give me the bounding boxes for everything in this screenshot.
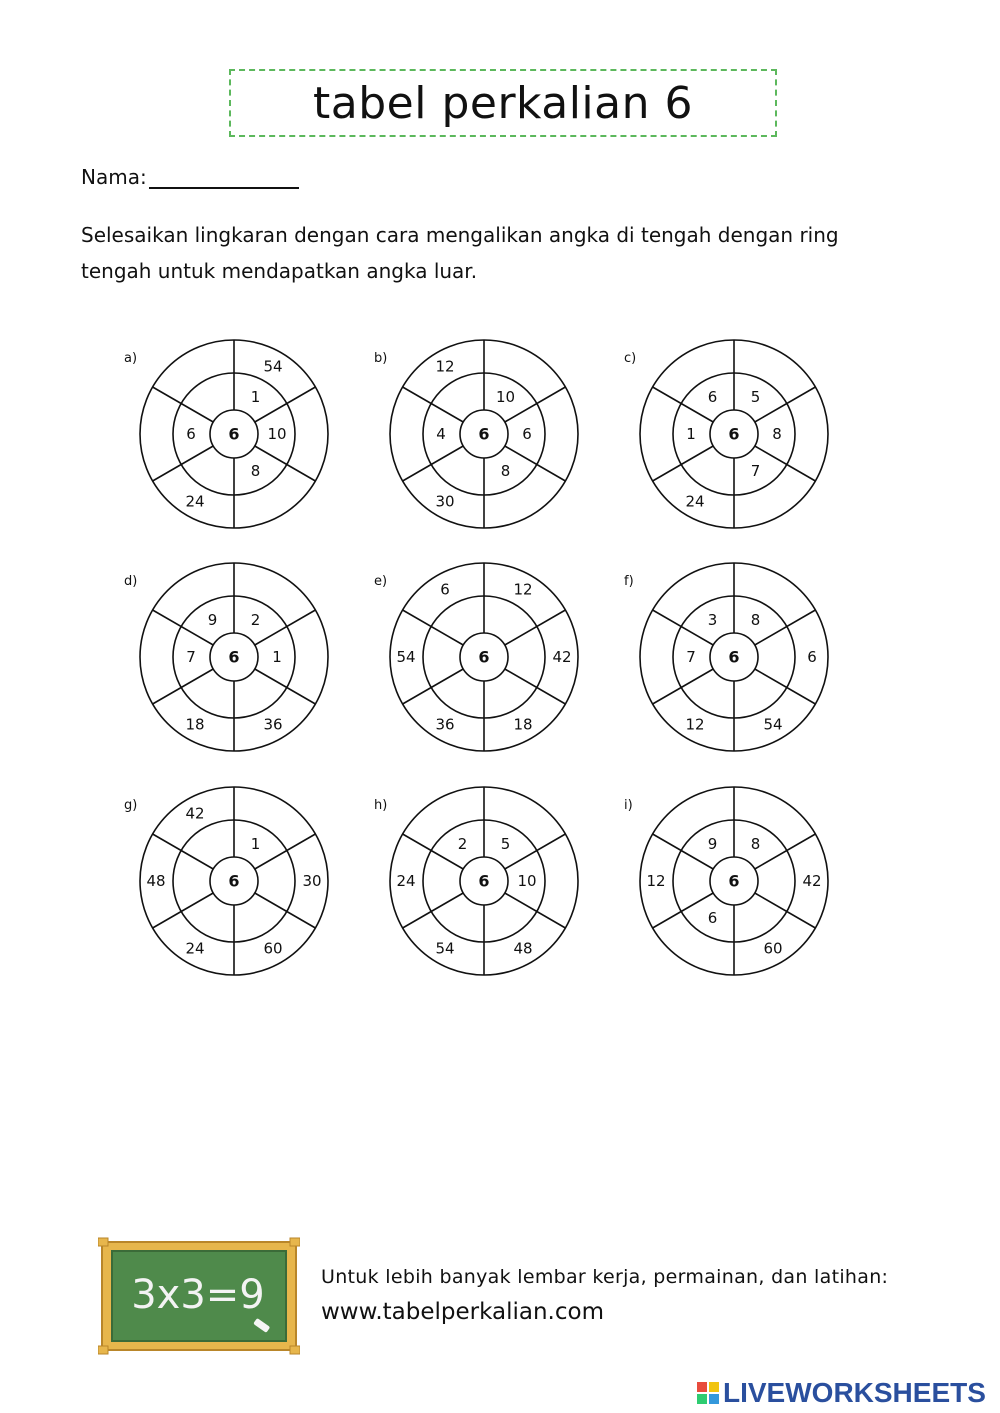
outer-answer: 12 [646, 872, 666, 890]
spoke-line [755, 669, 816, 704]
brand-text: LIVEWORKSHEETS [723, 1377, 986, 1408]
outer-answer: 36 [263, 715, 283, 734]
outer-answer: 24 [185, 492, 205, 511]
spoke-line [153, 446, 214, 481]
inner-factor: 9 [707, 834, 718, 853]
inner-factor: 6 [707, 909, 718, 928]
inner-factor: 10 [517, 872, 537, 890]
inner-factor: 1 [686, 425, 696, 443]
outer-answer: 42 [185, 804, 205, 823]
inner-factor: 2 [457, 834, 468, 853]
outer-answer: 24 [185, 939, 205, 958]
outer-answer: 48 [146, 872, 166, 890]
inner-factor: 4 [436, 425, 446, 443]
spoke-line [755, 834, 816, 869]
spoke-line [505, 834, 566, 869]
outer-answer: 24 [685, 492, 705, 511]
inner-factor: 8 [772, 425, 782, 443]
spoke-line [255, 669, 316, 704]
outer-answer: 12 [513, 580, 533, 599]
spoke-line [153, 669, 214, 704]
center-number: 6 [728, 424, 740, 444]
outer-answer: 18 [185, 715, 205, 734]
chalkboard-image [98, 1236, 300, 1356]
spoke-line [653, 834, 714, 869]
spoke-line [403, 669, 464, 704]
spoke-line [153, 834, 214, 869]
inner-factor: 1 [250, 387, 261, 406]
center-number: 6 [228, 647, 240, 667]
chalkboard-text: 3x3=9 [131, 1272, 265, 1318]
outer-answer: 54 [763, 715, 783, 734]
center-number: 6 [478, 871, 490, 891]
spoke-line [653, 446, 714, 481]
brand-icon [697, 1382, 719, 1404]
wheel-label: c) [624, 351, 637, 366]
inner-factor: 8 [750, 834, 761, 853]
spoke-line [255, 387, 316, 422]
outer-answer: 60 [763, 939, 783, 958]
center-number: 6 [478, 647, 490, 667]
outer-answer: 54 [396, 648, 416, 666]
page-title: tabel perkalian 6 [313, 77, 693, 129]
wheel-label: h) [374, 798, 388, 813]
inner-factor: 8 [250, 462, 261, 481]
wheel-label: a) [124, 351, 138, 366]
wheel-label: d) [124, 574, 138, 589]
spoke-line [255, 446, 316, 481]
wheel-g [124, 787, 328, 975]
outer-answer: 42 [552, 648, 572, 666]
outer-answer: 12 [435, 357, 455, 376]
wheel-f [624, 563, 828, 751]
spoke-line [755, 610, 816, 645]
spoke-line [755, 387, 816, 422]
spoke-line [403, 610, 464, 645]
wheel-e [374, 563, 578, 751]
outer-answer: 12 [685, 715, 705, 734]
inner-factor: 2 [250, 610, 261, 629]
outer-answer: 24 [396, 872, 416, 890]
center-number: 6 [228, 424, 240, 444]
spoke-line [403, 387, 464, 422]
inner-factor: 9 [207, 610, 218, 629]
outer-answer: 30 [302, 872, 322, 890]
outer-answer: 36 [435, 715, 455, 734]
wheel-d [124, 563, 328, 751]
outer-answer: 42 [802, 872, 822, 890]
spoke-line [755, 446, 816, 481]
center-number: 6 [228, 871, 240, 891]
outer-answer: 48 [513, 939, 533, 958]
wheel-label: g) [124, 798, 138, 813]
wheel-h [374, 787, 578, 975]
instructions: Selesaikan lingkaran dengan cara mengalikan angka di tengah dengan ring tengah untuk mendapatkan angka luar. [81, 223, 839, 283]
inner-factor: 1 [250, 834, 261, 853]
wheel-c [624, 340, 828, 528]
wheel-b [374, 340, 578, 528]
inner-factor: 8 [500, 462, 511, 481]
spoke-line [255, 834, 316, 869]
spoke-line [653, 610, 714, 645]
spoke-line [505, 893, 566, 928]
outer-answer: 54 [263, 357, 283, 376]
outer-answer: 54 [435, 939, 455, 958]
spoke-line [505, 669, 566, 704]
center-number: 6 [728, 871, 740, 891]
wheel-label: i) [624, 798, 633, 813]
center-number: 6 [728, 647, 740, 667]
spoke-line [653, 893, 714, 928]
spoke-line [153, 610, 214, 645]
center-number: 6 [478, 424, 490, 444]
spoke-line [505, 446, 566, 481]
spoke-line [153, 893, 214, 928]
name-label: Nama: [81, 165, 147, 189]
spoke-line [153, 387, 214, 422]
inner-factor: 10 [495, 387, 516, 406]
inner-factor: 5 [500, 834, 511, 853]
inner-factor: 7 [686, 648, 696, 666]
inner-factor: 6 [707, 387, 718, 406]
footer-url[interactable]: www.tabelperkalian.com [321, 1299, 604, 1325]
spoke-line [403, 834, 464, 869]
outer-answer: 6 [807, 648, 817, 666]
inner-factor: 5 [750, 387, 761, 406]
brand-logo[interactable] [697, 1378, 986, 1408]
inner-factor: 10 [267, 425, 287, 443]
inner-factor: 7 [186, 648, 196, 666]
spoke-line [255, 610, 316, 645]
outer-answer: 60 [263, 939, 283, 958]
wheel-i [624, 787, 828, 975]
spoke-line [403, 446, 464, 481]
inner-factor: 6 [186, 425, 196, 443]
inner-factor: 3 [707, 610, 718, 629]
wheel-label: e) [374, 574, 388, 589]
wheel-a [124, 340, 328, 528]
outer-answer: 6 [440, 580, 450, 599]
outer-answer: 18 [513, 715, 533, 734]
wheel-label: f) [624, 574, 634, 589]
spoke-line [403, 893, 464, 928]
inner-factor: 1 [272, 648, 282, 666]
inner-factor: 6 [522, 425, 532, 443]
footer-text: Untuk lebih banyak lembar kerja, permainan, dan latihan: [321, 1266, 889, 1288]
inner-factor: 7 [750, 462, 761, 481]
spoke-line [255, 893, 316, 928]
inner-factor: 8 [750, 610, 761, 629]
spoke-line [653, 387, 714, 422]
spoke-line [653, 669, 714, 704]
outer-answer: 30 [435, 492, 455, 511]
spoke-line [755, 893, 816, 928]
wheel-label: b) [374, 351, 388, 366]
spoke-line [505, 610, 566, 645]
